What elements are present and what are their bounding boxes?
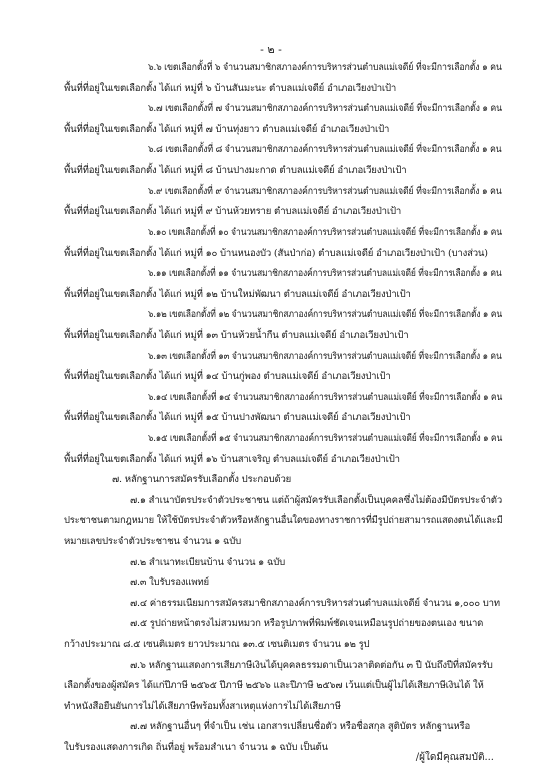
para-6-7: ๖.๗ เขตเลือกตั้งที่ ๗ จำนวนสมาชิกสภาองค์การบริหารส่วนตำบลแม่เจดีย์ ที่จะมีการเลือกตั้ง ๑ คน	[148, 103, 502, 115]
para-6-10-cont: พื้นที่ที่อยู่ในเขตเลือกตั้ง ได้แก่ หมู่ที่ ๑๐ บ้านหนองบัว (สันป่าก่อ) ตำบลแม่เจดีย์ อำเภอเวียงป่าเป้า (บางส่วน)	[64, 247, 488, 259]
para-7-2: ๗.๒ สำเนาทะเบียนบ้าน จำนวน ๑ ฉบับ	[130, 556, 286, 568]
para-6-11-cont: พื้นที่ที่อยู่ในเขตเลือกตั้ง ได้แก่ หมู่ที่ ๑๒ บ้านใหม่พัฒนา ตำบลแม่เจดีย์ อำเภอเวียงป่าเป้า	[64, 288, 411, 300]
para-6-6: ๖.๖ เขตเลือกตั้งที่ ๖ จำนวนสมาชิกสภาองค์การบริหารส่วนตำบลแม่เจดีย์ ที่จะมีการเลือกตั้ง ๑ คน	[148, 62, 502, 73]
para-7-6-cont-2: ทำหนังสือยืนยันการไม่ได้เสียภาษีพร้อมทั้งสาเหตุแห่งการไม่ได้เสียภาษี	[64, 700, 341, 712]
para-6-13-cont: พื้นที่ที่อยู่ในเขตเลือกตั้ง ได้แก่ หมู่ที่ ๑๔ บ้านกู่พอง ตำบลแม่เจดีย์ อำเภอเวียงป่าเป้า	[64, 371, 391, 383]
para-6-8-cont: พื้นที่ที่อยู่ในเขตเลือกตั้ง ได้แก่ หมู่ที่ ๘ บ้านปางมะกาด ตำบลแม่เจดีย์ อำเภอเวียงป่าเป้า	[64, 165, 407, 176]
para-6-14-cont: พื้นที่ที่อยู่ในเขตเลือกตั้ง ได้แก่ หมู่ที่ ๑๕ บ้านปางพัฒนา ตำบลแม่เจดีย์ อำเภอเวียงป่าเป้า	[64, 412, 411, 424]
para-7-5: ๗.๕ รูปถ่ายหน้าตรงไม่สวมหมวก หรือรูปภาพที่พิมพ์ชัดเจนเหมือนรูปถ่ายของตนเอง ขนาด	[130, 618, 484, 630]
para-7-7: ๗.๗ หลักฐานอื่นๆ ที่จำเป็น เช่น เอกสารเปลี่ยนชื่อตัว หรือชื่อสกุล สูติบัตร หลักฐานหรือ	[130, 721, 471, 733]
para-7-3: ๗.๓ ใบรับรองแพทย์	[130, 577, 209, 589]
para-7-6-cont-1: เลือกตั้งของผู้สมัคร ได้แก่ปีภาษี ๒๕๖๕ ปีภาษี ๒๕๖๖ และปีภาษี ๒๕๖๗ เว้นแต่เป็นผู้ไม่ได้เสียภาษีเงินได้ ให้	[64, 680, 484, 692]
para-6-9: ๖.๙ เขตเลือกตั้งที่ ๙ จำนวนสมาชิกสภาองค์การบริหารส่วนตำบลแม่เจดีย์ ที่จะมีการเลือกตั้ง ๑ คน	[148, 185, 502, 197]
continuation-note: /ผู้ใดมีคุณสมบัติ...	[415, 752, 494, 763]
para-6-8: ๖.๘ เขตเลือกตั้งที่ ๘ จำนวนสมาชิกสภาองค์การบริหารส่วนตำบลแม่เจดีย์ ที่จะมีการเลือกตั้ง ๑ คน	[148, 144, 502, 156]
para-6-9-cont: พื้นที่ที่อยู่ในเขตเลือกตั้ง ได้แก่ หมู่ที่ ๙ บ้านห้วยทราย ตำบลแม่เจดีย์ อำเภอเวียงป่าเป้า	[64, 206, 402, 218]
para-6-7-cont: พื้นที่ที่อยู่ในเขตเลือกตั้ง ได้แก่ หมู่ที่ ๗ บ้านทุ่งยาว ตำบลแม่เจดีย์ อำเภอเวียงป่าเป้า	[64, 123, 390, 135]
para-7-6: ๗.๖ หลักฐานแสดงการเสียภาษีเงินได้บุคคลธรรมดาเป็นเวลาติดต่อกัน ๓ ปี นับถึงปีที่สมัครรับ	[130, 659, 493, 671]
para-7-1: ๗.๑ สำเนาบัตรประจำตัวประชาชน แต่ถ้าผู้สมัครรับเลือกตั้งเป็นบุคคลซึ่งไม่ต้องมีบัตรประจำตัว	[130, 494, 503, 506]
para-7-1-cont-2: หมายเลขประจำตัวประชาชน จำนวน ๑ ฉบับ	[64, 535, 242, 547]
section-7-heading: ๗. หลักฐานการสมัครรับเลือกตั้ง ประกอบด้วย	[112, 474, 292, 486]
page-number: - ๒ -	[260, 43, 282, 56]
para-6-14: ๖.๑๔ เขตเลือกตั้งที่ ๑๔ จำนวนสมาชิกสภาองค์การบริหารส่วนตำบลแม่เจดีย์ ที่จะมีการเลือกตั้ง ๑ คน	[148, 391, 503, 403]
para-6-10: ๖.๑๐ เขตเลือกตั้งที่ ๑๐ จำนวนสมาชิกสภาองค์การบริหารส่วนตำบลแม่เจดีย์ ที่จะมีการเลือกตั้ง ๑ คน	[148, 226, 502, 238]
para-6-12: ๖.๑๒ เขตเลือกตั้งที่ ๑๒ จำนวนสมาชิกสภาองค์การบริหารส่วนตำบลแม่เจดีย์ ที่จะมีการเลือกตั้ง ๑ คน	[148, 309, 503, 321]
para-6-13: ๖.๑๓ เขตเลือกตั้งที่ ๑๓ จำนวนสมาชิกสภาองค์การบริหารส่วนตำบลแม่เจดีย์ ที่จะมีการเลือกตั้ง ๑ คน	[148, 350, 502, 362]
para-7-1-cont-1: ประชาชนตามกฎหมาย ให้ใช้บัตรประจำตัวหรือหลักฐานอื่นใดของทางราชการที่มีรูปถ่ายสามารถแสดงตนได้และมี	[64, 515, 503, 527]
para-7-4: ๗.๔ ค่าธรรมเนียมการสมัครสมาชิกสภาองค์การบริหารส่วนตำบลแม่เจดีย์ จำนวน ๑,๐๐๐ บาท	[130, 597, 500, 609]
para-7-7-cont: ใบรับรองแสดงการเกิด ถิ่นที่อยู่ พร้อมสำเนา จำนวน ๑ ฉบับ เป็นต้น	[64, 742, 328, 753]
para-6-11: ๖.๑๑ เขตเลือกตั้งที่ ๑๑ จำนวนสมาชิกสภาองค์การบริหารส่วนตำบลแม่เจดีย์ ที่จะมีการเลือกตั้ง ๑ คน	[148, 268, 502, 280]
para-7-5-cont: กว้างประมาณ ๘.๕ เซนติเมตร ยาวประมาณ ๑๓.๕ เซนติเมตร จำนวน ๑๒ รูป	[64, 639, 370, 650]
para-6-15-cont: พื้นที่ที่อยู่ในเขตเลือกตั้ง ได้แก่ หมู่ที่ ๑๖ บ้านสาเจริญ ตำบลแม่เจดีย์ อำเภอเวียงป่าเป้า	[64, 453, 400, 465]
para-6-12-cont: พื้นที่ที่อยู่ในเขตเลือกตั้ง ได้แก่ หมู่ที่ ๑๓ บ้านห้วยน้ำกืน ตำบลแม่เจดีย์ อำเภอเวียงป่าเป้า	[64, 329, 409, 341]
para-6-6-cont: พื้นที่ที่อยู่ในเขตเลือกตั้ง ได้แก่ หมู่ที่ ๖ บ้านสันมะนะ ตำบลแม่เจดีย์ อำเภอเวียงป่าเป้า	[64, 82, 397, 94]
para-6-15: ๖.๑๕ เขตเลือกตั้งที่ ๑๕ จำนวนสมาชิกสภาองค์การบริหารส่วนตำบลแม่เจดีย์ ที่จะมีการเลือกตั้ง ๑ คน	[148, 432, 503, 444]
